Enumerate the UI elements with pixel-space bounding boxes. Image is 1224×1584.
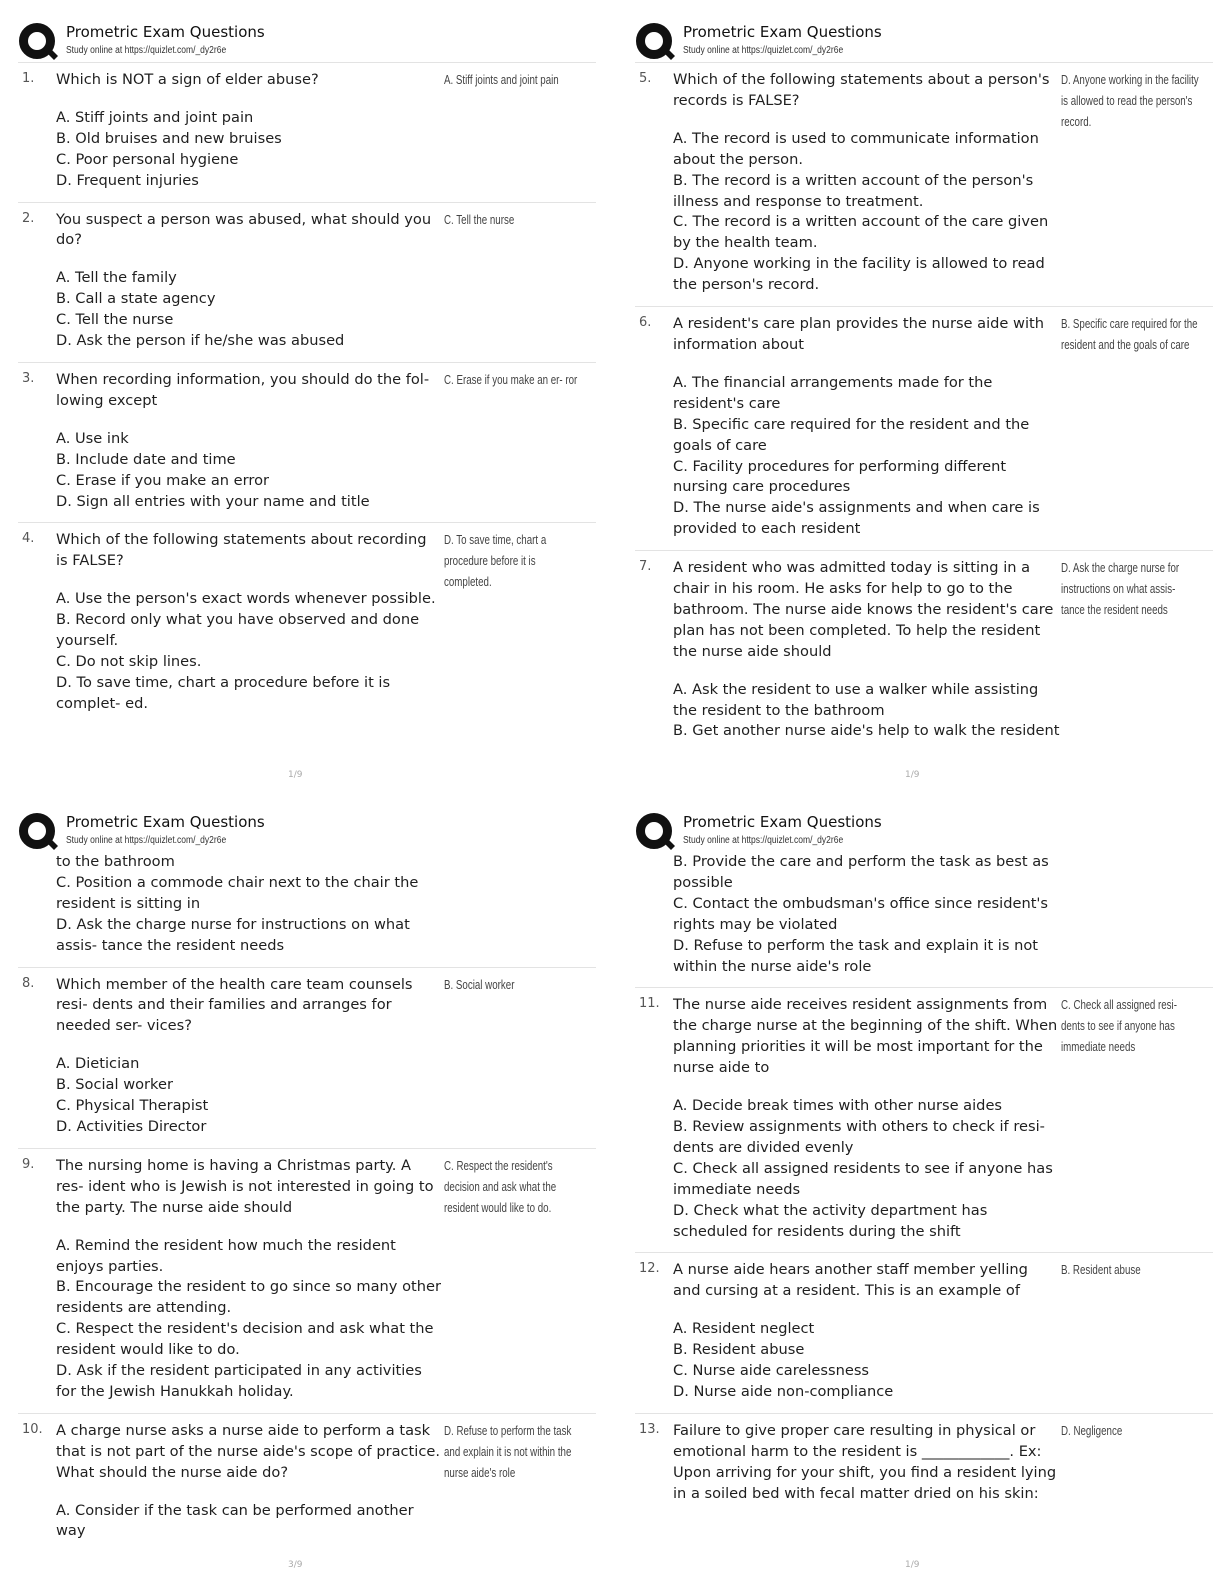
- page-number: 1/9: [905, 770, 920, 780]
- option-list: [673, 852, 1063, 977]
- option-text: A. Resident neglect: [673, 1320, 815, 1338]
- page-number: 1/9: [288, 770, 303, 780]
- option-text: D. To save time, chart a procedure before it is complet- ed.: [56, 673, 391, 712]
- question-text: Which of the following statements about recording is FALSE?: [56, 531, 427, 570]
- option-text: D. Ask the charge nurse for instructions on what assis- tance the resident needs: [56, 915, 410, 954]
- brand-title: Prometric Exam Questions: [66, 23, 265, 41]
- option-list: [673, 1319, 1063, 1403]
- answer-text: D. Ask the charge nurse for instructions on what assis- tance the resident needs: [1061, 561, 1180, 618]
- option-text: D. Nurse aide non-compliance: [673, 1382, 894, 1400]
- quizlet-logo-icon: [18, 812, 58, 852]
- question-card: [18, 362, 596, 522]
- page-header: [18, 18, 596, 62]
- answer-text: D. Refuse to perform the task and explain it is not within the nurse aide's role: [444, 1423, 572, 1480]
- option-text: B. Include date and time: [56, 450, 236, 468]
- option-text: A. Ask the resident to use a walker while assisting the resident to the bathroom: [673, 680, 1039, 719]
- quizlet-logo-icon: [635, 22, 675, 62]
- question-card: [18, 202, 596, 362]
- question-number: 11.: [639, 996, 660, 1012]
- brand-subtitle-link[interactable]: Study online at https://quizlet.com/_dy2r6e: [683, 45, 844, 56]
- option-text: B. Encourage the resident to go since so many other residents are attending.: [56, 1278, 441, 1317]
- question-text: The nurse aide receives resident assignments from the charge nurse at the beginning of the shift. When planning priorities it will be most important for the nurse aide to: [673, 996, 1058, 1077]
- option-text: A. Remind the resident how much the resident enjoys parties.: [56, 1236, 396, 1275]
- question-card: [635, 1252, 1213, 1412]
- question-number: 1.: [22, 71, 35, 86]
- option-text: A. Decide break times with other nurse aides: [673, 1097, 1003, 1115]
- option-list: [56, 589, 446, 714]
- page-header: [18, 808, 596, 852]
- quizlet-logo-icon: [18, 22, 58, 62]
- option-text: C. Physical Therapist: [56, 1097, 209, 1115]
- option-text: B. Resident abuse: [673, 1341, 805, 1359]
- option-text: C. Erase if you make an error: [56, 471, 270, 489]
- question-card: [635, 550, 1213, 752]
- answer-text: C. Tell the nurse: [444, 212, 515, 227]
- option-text: D. Check what the activity department has scheduled for residents during the shift: [673, 1201, 988, 1240]
- option-list: [673, 680, 1063, 743]
- page-number: 1/9: [905, 1560, 920, 1570]
- question-card: [635, 62, 1213, 306]
- question-number: 2.: [22, 210, 35, 226]
- brand-title: Prometric Exam Questions: [683, 813, 882, 831]
- option-list: [56, 852, 446, 957]
- option-list: [673, 129, 1063, 296]
- brand-title: Prometric Exam Questions: [683, 23, 882, 41]
- option-text: A. Dietician: [56, 1055, 140, 1073]
- page-panel-2: [635, 18, 1213, 788]
- question-number: 3.: [22, 370, 35, 386]
- question-card: [635, 987, 1213, 1252]
- option-list: [56, 1501, 446, 1543]
- question-text: A charge nurse asks a nurse aide to perform a task that is not part of the nurse aide's scope of practice. What should the nurse aide do?: [56, 1421, 440, 1481]
- option-text: to the bathroom: [56, 853, 175, 870]
- option-text: D. The nurse aide's assignments and when care is provided to each resident: [673, 499, 1040, 538]
- question-number: 8.: [22, 975, 35, 991]
- question-card: [18, 62, 596, 202]
- option-text: B. Old bruises and new bruises: [56, 129, 282, 147]
- answer-text: B. Specific care required for the resident and the goals of care: [1061, 317, 1198, 353]
- question-number: 9.: [22, 1156, 35, 1172]
- brand-subtitle-link[interactable]: Study online at https://quizlet.com/_dy2r6e: [66, 45, 227, 56]
- question-card: [18, 522, 596, 724]
- question-text: The nursing home is having a Christmas party. A res- ident who is Jewish is not interested in going to the party. The nurse aide should: [56, 1156, 434, 1216]
- option-text: A. Consider if the task can be performed another way: [56, 1501, 414, 1540]
- option-text: A. The financial arrangements made for the resident's care: [673, 373, 993, 412]
- question-card: [635, 306, 1213, 550]
- page-panel-1: [18, 18, 596, 788]
- option-list: [56, 1236, 446, 1403]
- option-text: D. Ask if the resident participated in any activities for the Jewish Hanukkah holiday.: [56, 1362, 422, 1400]
- option-list: [56, 1054, 446, 1138]
- answer-text: D. Anyone working in the facility is allowed to read the person's record.: [1061, 73, 1199, 129]
- option-text: B. Call a state agency: [56, 290, 216, 308]
- page-panel-4: [635, 808, 1213, 1578]
- option-text: C. Check all assigned residents to see if anyone has immediate needs: [673, 1159, 1053, 1198]
- brand-title: Prometric Exam Questions: [66, 813, 265, 831]
- answer-text: B. Social worker: [444, 977, 515, 992]
- option-text: D. Ask the person if he/she was abused: [56, 332, 345, 350]
- option-text: D. Anyone working in the facility is allowed to read the person's record.: [673, 255, 1045, 294]
- option-text: C. Contact the ombudsman's office since resident's rights may be violated: [673, 894, 1049, 933]
- question-number: 4.: [22, 531, 35, 547]
- option-text: D. Sign all entries with your name and title: [56, 492, 370, 510]
- option-text: B. Specific care required for the resident and the goals of care: [673, 415, 1030, 454]
- answer-text: D. Negligence: [1061, 1423, 1123, 1438]
- question-number: 13.: [639, 1421, 660, 1437]
- question-number: 12.: [639, 1261, 660, 1277]
- option-text: D. Refuse to perform the task and explain it is not within the nurse aide's role: [673, 936, 1039, 975]
- question-text: You suspect a person was abused, what should you do?: [56, 210, 432, 249]
- option-text: C. Position a commode chair next to the chair the resident is sitting in: [56, 873, 419, 912]
- option-text: C. Nurse aide carelessness: [673, 1362, 870, 1380]
- question-text: A nurse aide hears another staff member yelling and cursing at a resident. This is an example of: [673, 1261, 1028, 1300]
- option-list: [673, 373, 1063, 540]
- option-text: C. Facility procedures for performing different nursing care procedures: [673, 457, 1007, 496]
- question-number: 6.: [639, 315, 652, 331]
- question-text: A resident who was admitted today is sitting in a chair in his room. He asks for help to go to the bathroom. The nurse aide knows the resident's care plan has not been completed. To help the resident the nurse aide should: [673, 559, 1054, 660]
- option-list: [673, 1096, 1063, 1242]
- option-text: C. Tell the nurse: [56, 311, 174, 329]
- page-panel-3: [18, 808, 596, 1578]
- question-text: Which is NOT a sign of elder abuse?: [56, 71, 319, 88]
- option-text: C. Do not skip lines.: [56, 652, 202, 670]
- answer-text: A. Stiff joints and joint pain: [444, 73, 559, 87]
- option-text: C. The record is a written account of the care given by the health team.: [673, 213, 1049, 252]
- question-text: Failure to give proper care resulting in physical or emotional harm to the resident is ____________. Ex: Upon arriving for your shift, you find a resident lying in a soiled bed with fecal matter dried on his skin:: [673, 1421, 1057, 1502]
- option-text: C. Respect the resident's decision and ask what the resident would like to do.: [56, 1320, 434, 1359]
- question-number: 5.: [639, 71, 652, 86]
- option-text: B. Provide the care and perform the task as best as possible: [673, 853, 1049, 891]
- option-text: B. Get another nurse aide's help to walk the resident: [673, 722, 1060, 740]
- option-text: A. The record is used to communicate information about the person.: [673, 129, 1039, 168]
- question-card: [18, 1413, 596, 1553]
- page-header: [635, 18, 1213, 62]
- continued-options: [635, 852, 1213, 987]
- option-text: A. Use the person's exact words whenever possible.: [56, 590, 436, 608]
- question-text: Which member of the health care team counsels resi- dents and their families and arranges for needed ser- vices?: [56, 975, 413, 1035]
- option-text: B. The record is a written account of the person's illness and response to treatment.: [673, 171, 1034, 210]
- option-text: C. Poor personal hygiene: [56, 150, 239, 168]
- option-list: [56, 268, 446, 352]
- question-number: 10.: [22, 1421, 43, 1437]
- answer-text: C. Check all assigned resi- dents to see if anyone has immediate needs: [1061, 998, 1177, 1055]
- question-text: A resident's care plan provides the nurse aide with information about: [673, 315, 1045, 353]
- question-card: [635, 1413, 1213, 1515]
- answer-text: B. Resident abuse: [1061, 1263, 1141, 1278]
- question-number: 7.: [639, 559, 652, 575]
- question-card: [18, 967, 596, 1148]
- question-card: [18, 1148, 596, 1413]
- quizlet-logo-icon: [635, 812, 675, 852]
- option-text: D. Activities Director: [56, 1117, 207, 1135]
- option-text: B. Record only what you have observed and done yourself.: [56, 611, 420, 650]
- continued-options: [18, 852, 596, 967]
- option-text: B. Review assignments with others to check if resi- dents are divided evenly: [673, 1117, 1045, 1156]
- question-text: Which of the following statements about a person's records is FALSE?: [673, 71, 1050, 109]
- brand-subtitle-link[interactable]: Study online at https://quizlet.com/_dy2r6e: [66, 835, 227, 846]
- question-text: When recording information, you should do the fol- lowing except: [56, 370, 430, 409]
- option-text: B. Social worker: [56, 1076, 173, 1094]
- option-text: A. Use ink: [56, 429, 129, 447]
- option-text: A. Tell the family: [56, 269, 177, 287]
- answer-text: C. Respect the resident's decision and ask what the resident would like to do.: [444, 1158, 557, 1215]
- option-list: [56, 108, 446, 192]
- option-text: D. Frequent injuries: [56, 171, 199, 189]
- option-text: A. Stiff joints and joint pain: [56, 108, 254, 126]
- page-number: 3/9: [288, 1560, 303, 1570]
- option-list: [56, 429, 446, 513]
- page-header: [635, 808, 1213, 852]
- brand-subtitle-link[interactable]: Study online at https://quizlet.com/_dy2r6e: [683, 835, 844, 846]
- answer-text: D. To save time, chart a procedure before it is completed.: [444, 533, 547, 590]
- answer-text: C. Erase if you make an er- ror: [444, 372, 578, 387]
